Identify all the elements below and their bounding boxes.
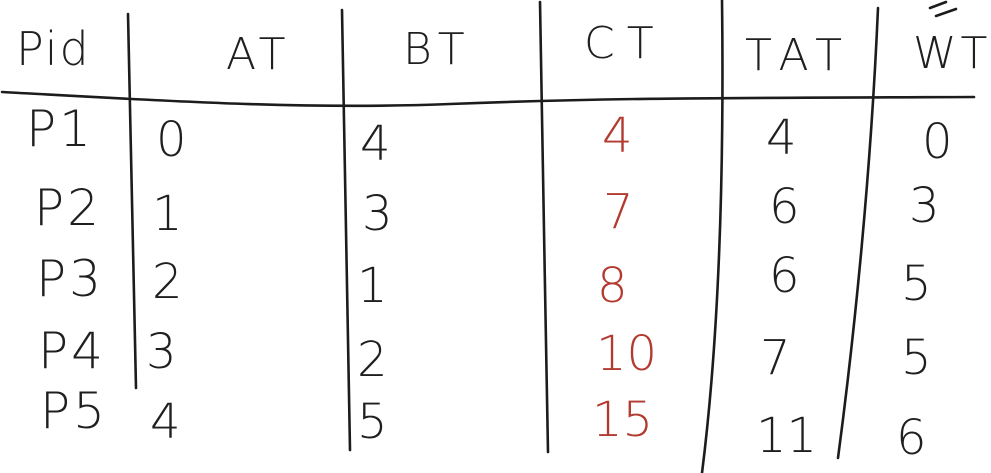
header-divider [2,92,974,106]
row-1-at: 0 [156,112,187,168]
row-3-tat: 6 [769,248,800,304]
row-4-at: 3 [146,324,177,380]
row-3-wt: 5 [901,256,932,312]
column-line-1 [128,14,136,388]
row-4-pid: P4 [38,322,106,380]
row-1-tat: 4 [766,110,797,166]
row-5-wt: 6 [896,410,927,466]
header-ct: CT [584,18,666,69]
column-line-2 [342,10,350,450]
row-2-tat: 6 [769,179,800,235]
row-3-bt: 1 [357,258,388,314]
header-at: AT [226,29,292,80]
corner-mark [930,2,956,16]
row-1-wt: 0 [922,114,953,170]
row-5-bt: 5 [357,394,388,450]
column-line-3 [540,2,548,452]
row-4-bt: 2 [357,332,388,388]
row-3-pid: P3 [36,250,104,308]
row-4-wt: 5 [901,330,932,386]
row-5-ct: 15 [592,392,654,448]
row-3-ct: 8 [597,258,628,314]
row-2-at: 1 [152,186,183,242]
row-1-bt: 4 [360,116,391,172]
row-5-tat: 11 [756,408,818,464]
row-3-at: 2 [152,254,183,310]
header-wt: WT [913,28,991,79]
row-5-pid: P5 [40,382,108,440]
row-1-ct: 4 [602,108,633,164]
header-pid: Pid [16,22,91,76]
row-2-wt: 3 [909,178,940,234]
row-2-ct: 7 [603,184,634,240]
row-5-at: 4 [150,394,181,450]
row-1-pid: P1 [26,100,94,158]
row-4-tat: 7 [760,330,791,386]
header-tat: TAT [745,30,853,81]
header-bt: BT [403,24,471,75]
row-4-ct: 10 [596,326,658,382]
column-line-4 [702,0,722,473]
row-2-pid: P2 [34,179,102,237]
row-2-bt: 3 [362,186,393,242]
